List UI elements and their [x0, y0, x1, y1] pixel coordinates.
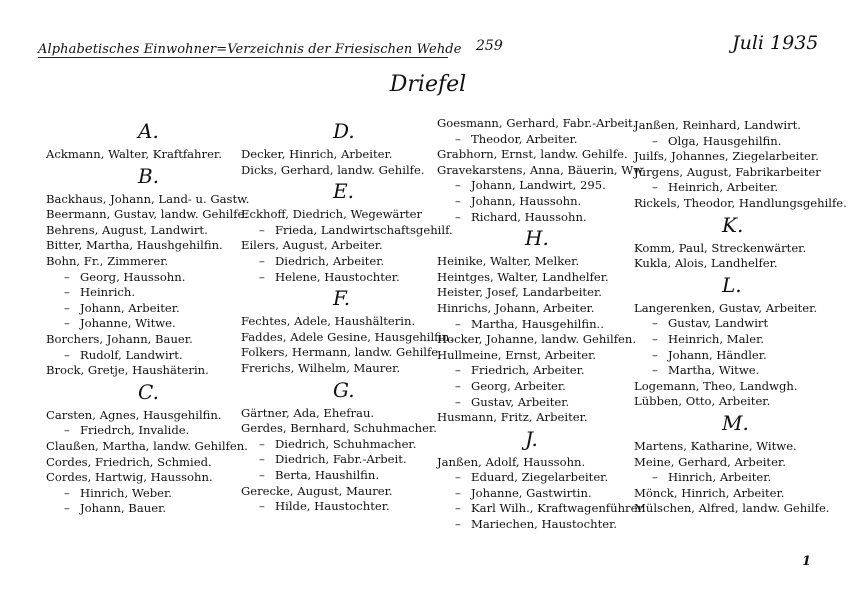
list-item: – Johann, Bauer. — [46, 501, 249, 517]
list-item: – Theodor, Arbeiter. — [437, 132, 643, 148]
list-item: Decker, Hinrich, Arbeiter. — [241, 147, 393, 161]
list-item: Lübben, Otto, Arbeiter. — [634, 394, 771, 409]
list-item: – Heinrich, Maler. — [634, 332, 847, 348]
list-item: Gärtner, Ada, Ehefrau. — [241, 405, 375, 420]
list-item: – Gustav, Landwirt — [634, 316, 847, 332]
list-item: Husmann, Fritz, Arbeiter. — [437, 410, 588, 425]
list-item: Faddes, Adele Gesine, Hausgehilfin. — [241, 329, 454, 344]
list-item: Komm, Paul, Streckenwärter. — [634, 240, 807, 255]
list-item: Janßen, Adolf, Haussohn. — [437, 454, 586, 469]
list-item: – Diedrich, Schuhmacher. — [241, 437, 453, 453]
list-item: – Helene, Haustochter. — [241, 270, 453, 286]
footer-page-number: 1 — [802, 554, 812, 569]
list-item: – Mariechen, Haustochter. — [437, 517, 643, 533]
list-item: Gerdes, Bernhard, Schuhmacher. — [241, 421, 437, 436]
section-letter: D. — [333, 119, 355, 143]
list-item: Cordes, Friedrich, Schmied. — [46, 454, 212, 469]
list-item: Eilers, August, Arbeiter. — [241, 238, 383, 253]
column-2 — [241, 118, 453, 515]
place-title: Driefel — [389, 72, 467, 97]
list-item: Backhaus, Johann, Land- u. Gastw. — [46, 191, 250, 206]
list-item: Heintges, Walter, Landhelfer. — [437, 269, 609, 284]
list-item: Rickels, Theodor, Handlungsgehilfe. — [634, 195, 847, 210]
column-3 — [437, 118, 643, 533]
list-item: Frerichs, Wilhelm, Maurer. — [241, 360, 401, 375]
list-item: Cordes, Hartwig, Haussohn. — [46, 470, 213, 485]
list-item: Gerecke, August, Maurer. — [241, 483, 393, 498]
section-letter: H. — [525, 226, 549, 251]
list-item: Bitter, Martha, Haushgehilfin. — [46, 238, 223, 253]
section-letter: M. — [722, 410, 749, 435]
list-item: Bohn, Fr., Zimmerer. — [46, 253, 169, 268]
list-item: Mülschen, Alfred, landw. Gehilfe. — [634, 501, 830, 516]
list-item: Juilfs, Johannes, Ziegelarbeiter. — [634, 149, 819, 164]
section-letter: F. — [333, 286, 351, 311]
list-item: – Johann, Landwirt, 295. — [437, 178, 643, 194]
list-item: Dicks, Gerhard, landw. Gehilfe. — [241, 162, 425, 177]
list-item: Eckhoff, Diedrich, Wegewärter — [241, 207, 423, 222]
list-item: Borchers, Johann, Bauer. — [46, 331, 193, 346]
list-item: Langerenken, Gustav, Arbeiter. — [634, 300, 818, 315]
list-item: Fechtes, Adele, Haushälterin. — [241, 314, 416, 329]
list-item: – Berta, Haushilfin. — [241, 468, 453, 484]
list-item: – Martha, Witwe. — [634, 363, 847, 379]
list-item: – Diedrich, Fabr.-Arbeit. — [241, 452, 453, 468]
list-item: Heister, Josef, Landarbeiter. — [437, 285, 602, 300]
section-letter: K. — [722, 212, 744, 237]
section-letter: J. — [525, 426, 538, 451]
list-item: – Johanne, Gastwirtin. — [437, 486, 643, 502]
list-item: Grabhorn, Ernst, landw. Gehilfe. — [437, 147, 628, 162]
list-item: – Karl Wilh., Kraftwagenführer — [437, 501, 643, 517]
section-letter: B. — [138, 163, 160, 188]
section-letter: E. — [333, 179, 354, 204]
header-page-number: 259 — [476, 38, 503, 54]
list-item: Hocker, Johanne, landw. Gehilfen. — [437, 332, 637, 347]
list-item: Kukla, Alois, Landhelfer. — [634, 256, 778, 271]
list-item: – Georg, Arbeiter. — [437, 379, 643, 395]
header-rule — [38, 57, 448, 58]
list-item: – Frieda, Landwirtschaftsgehilf. — [241, 223, 453, 239]
list-item: – Johann, Arbeiter. — [46, 301, 249, 317]
list-item: – Friedrich, Arbeiter. — [437, 363, 643, 379]
list-item: – Johann, Haussohn. — [437, 194, 643, 210]
list-item: – Friedrch, Invalide. — [46, 423, 249, 439]
section-letter: L. — [722, 272, 742, 297]
list-item: Goesmann, Gerhard, Fabr.-Arbeit. — [437, 116, 637, 130]
list-item: Behrens, August, Landwirt. — [46, 222, 208, 237]
list-item: – Hinrich, Weber. — [46, 486, 249, 502]
list-item: – Diedrich, Arbeiter. — [241, 254, 453, 270]
list-item: Martens, Katharine, Witwe. — [634, 438, 797, 453]
list-item: Logemann, Theo, Landwgh. — [634, 378, 798, 393]
list-item: – Rudolf, Landwirt. — [46, 348, 249, 364]
section-letter: C. — [138, 379, 159, 404]
list-item: Claußen, Martha, landw. Gehilfen. — [46, 438, 248, 453]
list-item: Beermann, Gustav, landw. Gehilfe. — [46, 207, 249, 222]
list-item: – Heinrich, Arbeiter. — [634, 180, 847, 196]
list-item: – Eduard, Ziegelarbeiter. — [437, 470, 643, 486]
list-item: Hullmeine, Ernst, Arbeiter. — [437, 347, 597, 362]
list-item: Folkers, Hermann, landw. Gehilfe. — [241, 345, 442, 360]
section-letter: G. — [333, 377, 355, 402]
list-item: – Gustav, Arbeiter. — [437, 395, 643, 411]
list-item: Hinrichs, Johann, Arbeiter. — [437, 300, 595, 315]
column-4 — [634, 118, 847, 517]
list-item: Heinike, Walter, Melker. — [437, 254, 580, 269]
list-item: – Johann, Händler. — [634, 348, 847, 364]
column-1 — [46, 118, 249, 517]
list-item: – Olga, Hausgehilfin. — [634, 134, 847, 150]
header-date: Juli 1935 — [732, 32, 819, 54]
list-item: Brock, Gretje, Haushäterin. — [46, 363, 209, 378]
list-item: – Martha, Hausgehilfin.. — [437, 317, 643, 333]
list-item: Ackmann, Walter, Kraftfahrer. — [46, 147, 222, 161]
list-item: Jürgens, August, Fabrikarbeiter — [634, 164, 821, 179]
list-item: – Richard, Haussohn. — [437, 210, 643, 226]
list-item: Mönck, Hinrich, Arbeiter. — [634, 485, 785, 500]
list-item: – Johanne, Witwe. — [46, 316, 249, 332]
list-item: – Hinrich, Arbeiter. — [634, 470, 847, 486]
list-item: – Heinrich. — [46, 285, 249, 301]
list-item: – Hilde, Haustochter. — [241, 499, 453, 515]
header-title: Alphabetisches Einwohner=Verzeichnis der Friesischen Wehde — [38, 42, 462, 57]
section-letter: A. — [138, 119, 159, 143]
list-item: – Georg, Haussohn. — [46, 270, 249, 286]
list-item: Meine, Gerhard, Arbeiter. — [634, 454, 786, 469]
list-item: Gravekarstens, Anna, Bäuerin, Ww — [437, 162, 644, 177]
list-item: Carsten, Agnes, Hausgehilfin. — [46, 407, 222, 422]
list-item: Janßen, Reinhard, Landwirt. — [634, 118, 801, 132]
